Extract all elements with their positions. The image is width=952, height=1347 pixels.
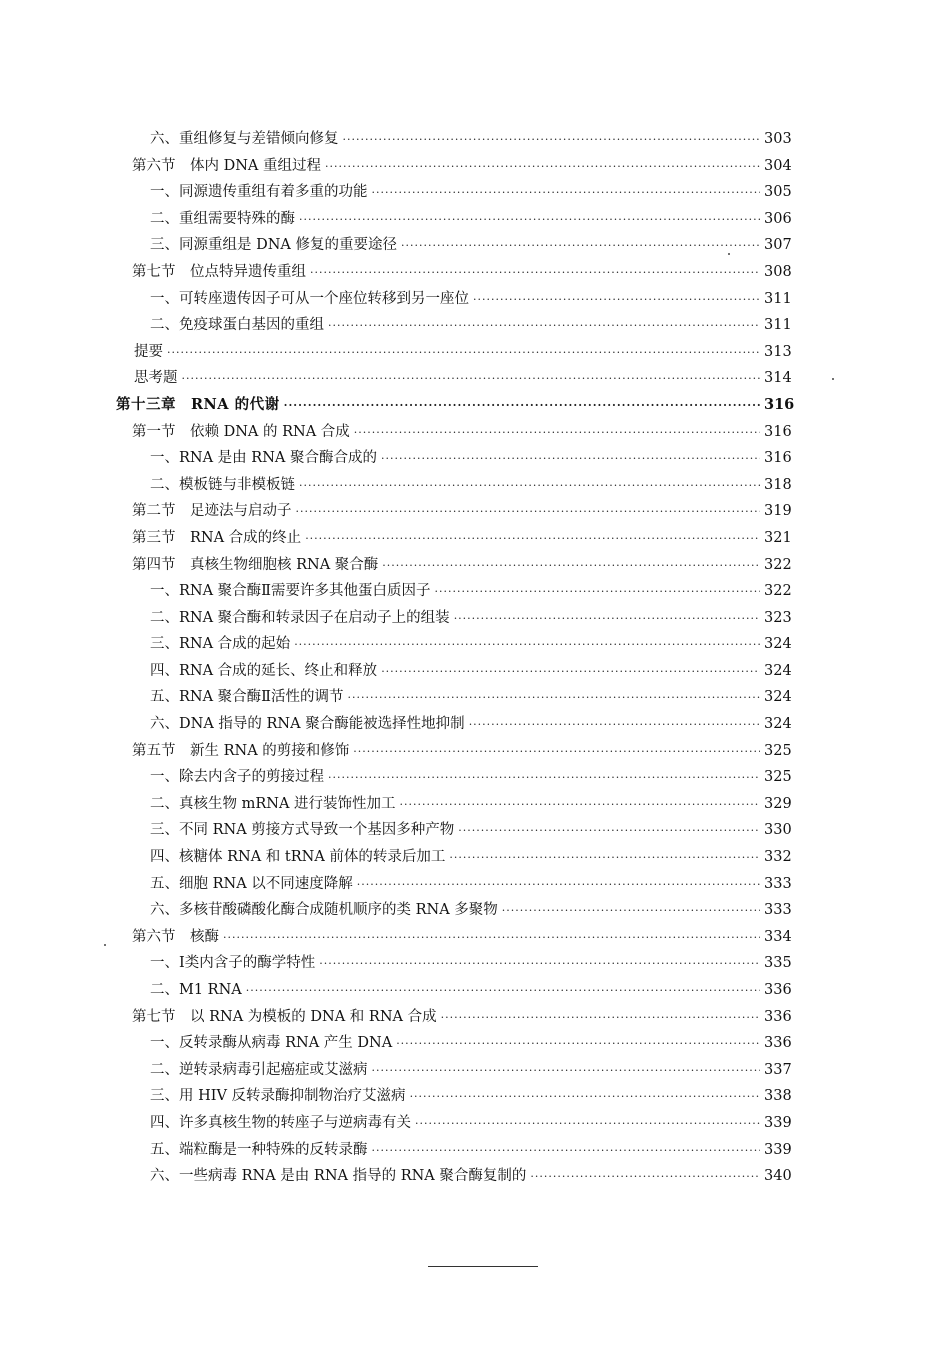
toc-entry-item bbox=[0, 764, 952, 791]
toc-entry-item bbox=[0, 631, 952, 658]
dot-leader bbox=[410, 1084, 760, 1111]
toc-entry-item bbox=[0, 286, 952, 313]
toc-entry-title: 一、可转座遗传因子可从一个座位转移到另一座位 bbox=[150, 290, 469, 307]
toc-entry-page-number: 307 bbox=[764, 237, 792, 254]
dot-leader bbox=[319, 951, 760, 978]
toc-entry-page-number: 319 bbox=[764, 503, 792, 520]
toc-entry-item bbox=[0, 1110, 952, 1137]
toc-entry-page-number: 324 bbox=[764, 716, 792, 733]
toc-entry-page-number: 333 bbox=[764, 902, 792, 919]
toc-entry-title: 第三节 RNA 合成的终止 bbox=[132, 529, 302, 546]
toc-entry-item bbox=[0, 605, 952, 632]
toc-entry-item bbox=[0, 232, 952, 259]
toc-entry-title: 五、端粒酶是一种特殊的反转录酶 bbox=[150, 1141, 368, 1158]
toc-entry-page-number: 338 bbox=[764, 1088, 792, 1105]
dot-leader bbox=[354, 420, 760, 447]
toc-entry-page-number: 325 bbox=[764, 742, 792, 759]
dot-leader bbox=[305, 526, 760, 553]
toc-entry-item bbox=[0, 1057, 952, 1084]
toc-entry-page-number: 323 bbox=[764, 609, 792, 626]
dot-leader bbox=[435, 579, 760, 606]
toc-entry-page-number: 324 bbox=[764, 689, 792, 706]
dot-leader bbox=[381, 446, 760, 473]
toc-entry-title: 第七节 以 RNA 为模板的 DNA 和 RNA 合成 bbox=[132, 1008, 437, 1025]
toc-entry-page-number: 322 bbox=[764, 556, 792, 573]
toc-entry-title: 六、DNA 指导的 RNA 聚合酶能被选择性地抑制 bbox=[150, 716, 465, 733]
dot-leader bbox=[357, 872, 760, 899]
toc-entry-title: 第四节 真核生物细胞核 RNA 聚合酶 bbox=[132, 556, 379, 573]
toc-entry-page-number: 336 bbox=[764, 1008, 792, 1025]
toc-entry-page-number: 334 bbox=[764, 928, 792, 945]
toc-entry-item bbox=[0, 711, 952, 738]
toc-entry-title: 思考题 bbox=[134, 370, 178, 387]
toc-entry-title: 二、重组需要特殊的酶 bbox=[150, 210, 295, 227]
toc-entry-title: 提要 bbox=[134, 343, 163, 360]
table-of-contents bbox=[0, 126, 952, 1190]
toc-entry-item bbox=[0, 844, 952, 871]
toc-entry-section bbox=[0, 419, 952, 446]
dot-leader bbox=[530, 1164, 760, 1191]
toc-entry-title: 第一节 依赖 DNA 的 RNA 合成 bbox=[132, 423, 350, 440]
toc-entry-section bbox=[0, 924, 952, 951]
toc-entry-title: 三、RNA 合成的起始 bbox=[150, 636, 291, 653]
toc-entry-item bbox=[0, 977, 952, 1004]
dot-leader bbox=[353, 739, 760, 766]
dot-leader bbox=[502, 898, 760, 925]
dot-leader bbox=[167, 340, 760, 367]
toc-entry-title: 一、反转录酶从病毒 RNA 产生 DNA bbox=[150, 1035, 393, 1052]
toc-entry-item bbox=[0, 578, 952, 605]
toc-entry-page-number: 316 bbox=[764, 450, 792, 467]
toc-entry-item bbox=[0, 312, 952, 339]
dot-leader bbox=[246, 978, 760, 1005]
toc-entry-title: 一、RNA 是由 RNA 聚合酶合成的 bbox=[150, 450, 377, 467]
toc-entry-section bbox=[0, 153, 952, 180]
toc-entry-title: 一、Ⅰ类内含子的酶学特性 bbox=[150, 955, 316, 972]
toc-entry-page-number: 305 bbox=[764, 184, 792, 201]
toc-entry-item bbox=[0, 1163, 952, 1190]
dot-leader bbox=[328, 313, 760, 340]
toc-entry-title: 四、核糖体 RNA 和 tRNA 前体的转录后加工 bbox=[150, 849, 446, 866]
toc-entry-title: 二、M1 RNA bbox=[150, 982, 242, 998]
toc-entry-section bbox=[0, 1004, 952, 1031]
dot-leader bbox=[372, 180, 761, 207]
dot-leader bbox=[223, 925, 760, 952]
toc-entry-title: 一、同源遗传重组有着多重的功能 bbox=[150, 184, 368, 201]
toc-entry-page-number: 308 bbox=[764, 263, 792, 280]
toc-entry-page-number: 325 bbox=[764, 769, 792, 786]
toc-entry-title: 一、RNA 聚合酶Ⅱ需要许多其他蛋白质因子 bbox=[150, 583, 431, 600]
toc-entry-page-number: 321 bbox=[764, 529, 792, 546]
dot-leader bbox=[372, 1058, 761, 1085]
toc-entry-section bbox=[0, 525, 952, 552]
toc-entry-item bbox=[0, 445, 952, 472]
dot-leader bbox=[469, 712, 760, 739]
toc-entry-page-number: 313 bbox=[764, 343, 792, 360]
toc-entry-title: 六、一些病毒 RNA 是由 RNA 指导的 RNA 聚合酶复制的 bbox=[150, 1168, 527, 1185]
dot-leader bbox=[325, 154, 760, 181]
toc-entry-title: 六、多核苷酸磷酸化酶合成随机顺序的类 RNA 多聚物 bbox=[150, 902, 498, 919]
toc-entry-item bbox=[0, 1030, 952, 1057]
toc-entry-section bbox=[0, 552, 952, 579]
toc-entry-item bbox=[0, 897, 952, 924]
toc-entry-page-number: 314 bbox=[764, 370, 792, 387]
toc-entry-page-number: 306 bbox=[764, 210, 792, 227]
scan-speck bbox=[832, 378, 834, 380]
toc-entry-page-number: 339 bbox=[764, 1141, 792, 1158]
toc-entry-title: 四、RNA 合成的延长、终止和释放 bbox=[150, 662, 378, 679]
toc-entry-page-number: 311 bbox=[764, 290, 792, 307]
toc-entry-title: 第二节 足迹法与启动子 bbox=[132, 503, 292, 520]
toc-entry-section bbox=[0, 738, 952, 765]
toc-entry-page-number: 324 bbox=[764, 636, 792, 653]
toc-entry-title: 五、细胞 RNA 以不同速度降解 bbox=[150, 875, 353, 892]
toc-entry-title: 五、RNA 聚合酶Ⅱ活性的调节 bbox=[150, 689, 344, 706]
dot-leader bbox=[299, 473, 760, 500]
toc-entry-chapter bbox=[0, 392, 952, 419]
toc-entry-page-number: 324 bbox=[764, 662, 792, 679]
dot-leader bbox=[343, 127, 761, 154]
toc-entry-title: 三、同源重组是 DNA 修复的重要途径 bbox=[150, 237, 398, 254]
toc-entry-top bbox=[0, 365, 952, 392]
scan-speck bbox=[104, 944, 106, 946]
toc-entry-section bbox=[0, 259, 952, 286]
toc-entry-page-number: 340 bbox=[764, 1168, 792, 1185]
toc-entry-item bbox=[0, 658, 952, 685]
toc-entry-title: 四、许多真核生物的转座子与逆病毒有关 bbox=[150, 1114, 411, 1131]
toc-entry-title: 第六节 体内 DNA 重组过程 bbox=[132, 157, 322, 174]
dot-leader bbox=[400, 792, 760, 819]
toc-entry-title: 第五节 新生 RNA 的剪接和修饰 bbox=[132, 742, 350, 759]
toc-entry-page-number: 337 bbox=[764, 1061, 792, 1078]
toc-entry-item bbox=[0, 871, 952, 898]
dot-leader bbox=[441, 1005, 760, 1032]
toc-entry-page-number: 339 bbox=[764, 1114, 792, 1131]
dot-leader bbox=[454, 606, 760, 633]
dot-leader bbox=[382, 553, 760, 580]
dot-leader bbox=[449, 845, 760, 872]
toc-entry-title: 第七节 位点特异遗传重组 bbox=[132, 263, 306, 280]
toc-entry-item bbox=[0, 950, 952, 977]
toc-entry-title: 一、除去内含子的剪接过程 bbox=[150, 769, 324, 786]
toc-entry-page-number: 336 bbox=[764, 982, 792, 998]
dot-leader bbox=[284, 393, 760, 420]
toc-entry-page-number: 318 bbox=[764, 476, 792, 493]
toc-entry-page-number: 316 bbox=[764, 423, 792, 440]
toc-entry-page-number: 303 bbox=[764, 131, 792, 147]
toc-entry-page-number: 333 bbox=[764, 875, 792, 892]
dot-leader bbox=[310, 260, 760, 287]
toc-entry-title: 第六节 核酶 bbox=[132, 928, 219, 945]
toc-entry-item bbox=[0, 791, 952, 818]
toc-entry-section bbox=[0, 498, 952, 525]
toc-entry-item bbox=[0, 206, 952, 233]
toc-entry-page-number: 316 bbox=[764, 395, 795, 413]
toc-entry-page-number: 336 bbox=[764, 1035, 792, 1052]
toc-entry-title: 第十三章 RNA 的代谢 bbox=[116, 395, 280, 413]
dot-leader bbox=[396, 1031, 760, 1058]
scan-speck bbox=[728, 253, 730, 255]
toc-entry-top bbox=[0, 339, 952, 366]
toc-entry-title: 三、用 HIV 反转录酶抑制物治疗艾滋病 bbox=[150, 1088, 406, 1105]
toc-entry-item bbox=[0, 179, 952, 206]
toc-entry-title: 六、重组修复与差错倾向修复 bbox=[150, 131, 339, 147]
toc-entry-title: 二、真核生物 mRNA 进行装饰性加工 bbox=[150, 795, 396, 812]
toc-entry-page-number: 311 bbox=[764, 317, 792, 334]
toc-entry-page-number: 329 bbox=[764, 795, 792, 812]
dot-leader bbox=[348, 685, 760, 712]
toc-entry-title: 二、RNA 聚合酶和转录因子在启动子上的组装 bbox=[150, 609, 450, 626]
toc-entry-item bbox=[0, 1083, 952, 1110]
toc-entry-item bbox=[0, 126, 952, 153]
dot-leader bbox=[458, 818, 760, 845]
footer-rule bbox=[428, 1266, 538, 1267]
dot-leader bbox=[296, 499, 761, 526]
toc-entry-page-number: 322 bbox=[764, 583, 792, 600]
dot-leader bbox=[401, 233, 760, 260]
toc-entry-item bbox=[0, 472, 952, 499]
toc-entry-title: 三、不同 RNA 剪接方式导致一个基因多种产物 bbox=[150, 822, 455, 839]
toc-entry-title: 二、免疫球蛋白基因的重组 bbox=[150, 317, 324, 334]
toc-entry-item bbox=[0, 684, 952, 711]
dot-leader bbox=[372, 1138, 761, 1165]
dot-leader bbox=[182, 366, 761, 393]
dot-leader bbox=[381, 659, 760, 686]
toc-entry-page-number: 332 bbox=[764, 849, 792, 866]
toc-entry-page-number: 330 bbox=[764, 822, 792, 839]
toc-entry-page-number: 304 bbox=[764, 157, 792, 174]
dot-leader bbox=[415, 1111, 760, 1138]
dot-leader bbox=[299, 207, 760, 234]
toc-entry-page-number: 335 bbox=[764, 955, 792, 972]
dot-leader bbox=[294, 632, 760, 659]
toc-entry-title: 二、模板链与非模板链 bbox=[150, 476, 295, 493]
toc-entry-title: 二、逆转录病毒引起癌症或艾滋病 bbox=[150, 1061, 368, 1078]
dot-leader bbox=[328, 765, 760, 792]
dot-leader bbox=[473, 287, 760, 314]
toc-entry-item bbox=[0, 817, 952, 844]
toc-entry-item bbox=[0, 1137, 952, 1164]
